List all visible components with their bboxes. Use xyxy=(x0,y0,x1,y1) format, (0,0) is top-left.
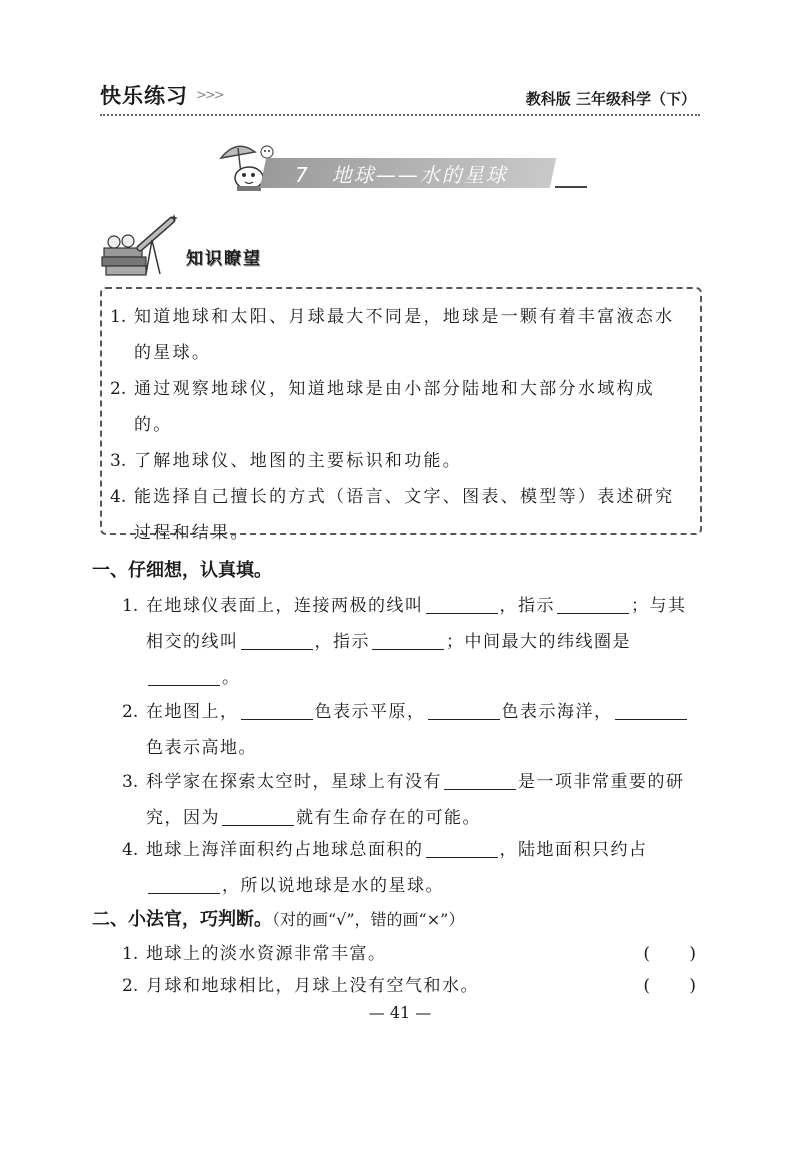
text-segment: ，指示 xyxy=(499,596,555,616)
fill-question-4 xyxy=(122,832,702,904)
question-text xyxy=(146,832,702,904)
knowledge-list xyxy=(110,299,690,551)
section-2-heading: 二、小法官，巧判断。 xyxy=(92,909,272,930)
text-segment: 色表示海洋， xyxy=(501,702,613,722)
item-text: 能选择自己擅长的方式（语言、文字、图表、模型等）表述研究过程和结果。 xyxy=(134,487,675,543)
section-1-title: 一、仔细想，认真填。 xyxy=(92,560,272,581)
answer-blank[interactable] xyxy=(428,702,500,720)
question-text: 月球和地球相比，月球上没有空气和水。 xyxy=(146,976,479,996)
question-number: 1. xyxy=(122,944,139,964)
answer-blank[interactable] xyxy=(222,808,294,826)
fill-question-3 xyxy=(122,764,702,836)
question-text xyxy=(146,588,702,696)
text-segment: 是一项非常重要的研究，因为 xyxy=(146,772,685,828)
text-segment: 地球上海洋面积约占地球总面积的 xyxy=(146,840,424,860)
item-number: 4. xyxy=(110,487,127,507)
text-segment: ；与其相交的线叫 xyxy=(146,596,687,652)
answer-blank[interactable] xyxy=(426,840,498,858)
answer-blank[interactable] xyxy=(241,632,313,650)
lesson-title-text: 地球——水的星球 xyxy=(331,163,508,187)
paren-close: ) xyxy=(689,976,696,996)
text-segment: 科学家在探索太空时，星球上有没有 xyxy=(146,772,442,792)
text-segment: 色表示高地。 xyxy=(146,738,257,758)
question-number: 2. xyxy=(122,976,139,996)
fill-question-1 xyxy=(122,588,702,696)
item-text: 了解地球仪、地图的主要标识和功能。 xyxy=(134,451,463,471)
answer-blank[interactable] xyxy=(148,876,220,894)
item-number: 3. xyxy=(110,451,127,471)
page-number: — 41 — xyxy=(368,1003,432,1022)
answer-blank[interactable] xyxy=(557,596,629,614)
judge-question-2 xyxy=(122,968,702,1004)
question-text: 地球上的淡水资源非常丰富。 xyxy=(146,944,387,964)
item-text: 通过观察地球仪，知道地球是由小部分陆地和大部分水域构成的。 xyxy=(134,379,656,435)
question-number: 3. xyxy=(122,772,139,792)
answer-blank[interactable] xyxy=(241,702,313,720)
item-number: 1. xyxy=(110,307,127,327)
chevron-icon: >>> xyxy=(196,87,223,103)
answer-blank[interactable] xyxy=(426,596,498,614)
item-text: 知道地球和太阳、月球最大不同是，地球是一颗有着丰富液态水的星球。 xyxy=(134,307,675,363)
answer-blank[interactable] xyxy=(615,702,687,720)
text-segment: ；中间最大的纬线圈是 xyxy=(446,632,631,652)
section-2-note: （对的画“√”，错的画“×”） xyxy=(272,910,465,929)
knowledge-item xyxy=(110,479,690,551)
lesson-title xyxy=(295,159,508,188)
question-number: 1. xyxy=(122,596,139,616)
question-text xyxy=(146,764,702,836)
header-title: 快乐练习 xyxy=(100,84,188,108)
judge-question-1 xyxy=(122,936,702,972)
text-segment: ，指示 xyxy=(314,632,370,652)
knowledge-item xyxy=(110,371,690,443)
knowledge-item xyxy=(110,443,690,479)
knowledge-item xyxy=(110,299,690,371)
answer-blank[interactable] xyxy=(148,668,220,686)
answer-parentheses[interactable] xyxy=(643,936,696,972)
paren-open: ( xyxy=(643,944,650,964)
answer-blank[interactable] xyxy=(444,772,516,790)
text-segment: 色表示平原， xyxy=(314,702,426,722)
knowledge-box xyxy=(100,287,702,543)
question-number: 2. xyxy=(122,702,139,722)
question-text xyxy=(146,694,702,766)
edition-label: 教科版 三年级科学（下） xyxy=(525,90,696,108)
item-number: 2. xyxy=(110,379,127,399)
fill-question-2 xyxy=(122,694,702,766)
section-2-title xyxy=(92,905,464,931)
telescope-books-icon xyxy=(100,212,182,278)
text-segment: 在地球仪表面上，连接两极的线叫 xyxy=(146,596,424,616)
text-segment: ，陆地面积只约占 xyxy=(499,840,648,860)
banner-underline xyxy=(555,186,587,188)
text-segment: 。 xyxy=(222,668,241,688)
text-segment: 在地图上， xyxy=(146,702,239,722)
answer-blank[interactable] xyxy=(372,632,444,650)
lesson-number: 7 xyxy=(295,163,310,187)
page-header xyxy=(100,78,700,116)
answer-parentheses[interactable] xyxy=(643,968,696,1004)
lesson-banner xyxy=(215,140,587,192)
header-left xyxy=(100,80,223,110)
knowledge-heading xyxy=(100,212,300,282)
text-segment: 就有生命存在的可能。 xyxy=(296,808,481,828)
text-segment: ，所以说地球是水的星球。 xyxy=(222,876,444,896)
knowledge-title: 知识瞭望 xyxy=(186,249,262,269)
paren-open: ( xyxy=(643,976,650,996)
question-number: 4. xyxy=(122,840,139,860)
paren-close: ) xyxy=(689,944,696,964)
